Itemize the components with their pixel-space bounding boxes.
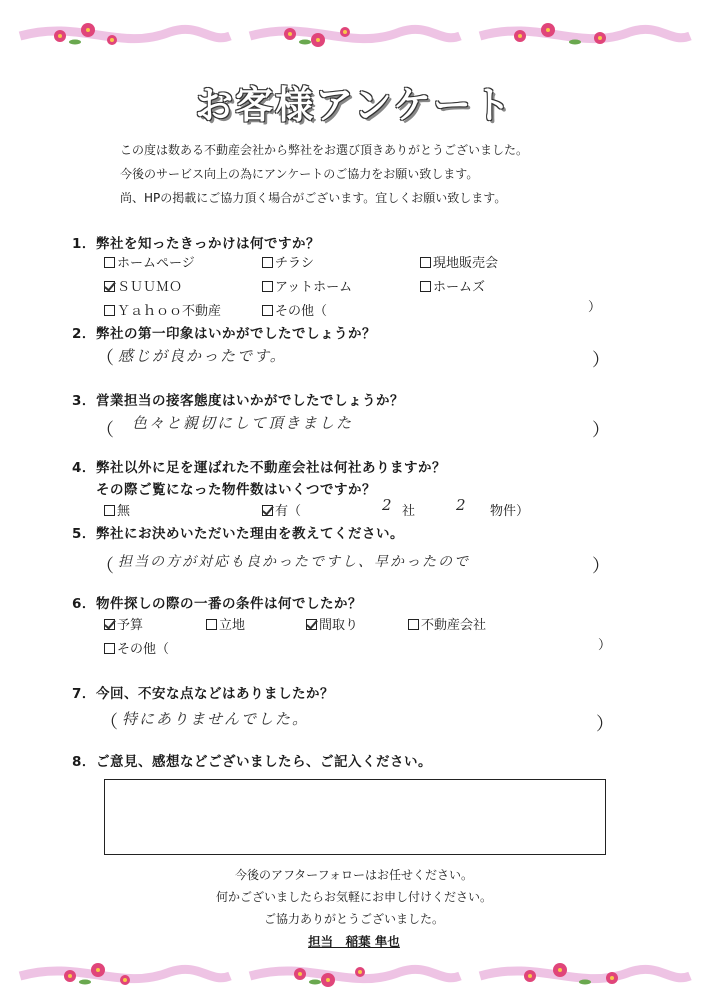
title-area — [0, 74, 708, 129]
comment-textarea[interactable] — [104, 779, 606, 855]
open-paren: （ — [96, 348, 114, 369]
footer-line-1: 今後のアフターフォローはお任せください。 — [235, 868, 473, 882]
footer-line-3: ご協力ありがとうございました。 — [263, 912, 444, 926]
checkbox-icon[interactable] — [408, 619, 419, 630]
q6-option-agency[interactable]: 不動産会社 — [408, 614, 486, 633]
page-title: お客様アンケート — [195, 83, 513, 127]
question-4: 4．弊社以外に足を運ばれた不動産会社は何社ありますか？ — [72, 460, 446, 476]
intro-line: 尚、HPの掲載にご協力頂く場合がございます。宜しくお願い致します。 — [120, 191, 507, 205]
q6-option-other[interactable]: その他（ — [104, 638, 169, 657]
question-6: 6．物件探しの際の一番の条件は何でしたか？ — [72, 596, 362, 612]
checkbox-icon[interactable] — [420, 281, 431, 292]
question-2: 2．弊社の第一印象はいかがでしたでしょうか？ — [72, 326, 376, 342]
q1-option-other[interactable]: その他（ — [262, 300, 327, 319]
checkbox-icon[interactable] — [262, 305, 273, 316]
checked-checkbox-icon[interactable] — [306, 619, 317, 630]
q4-property-unit: 物件） — [490, 504, 530, 519]
flower-ribbon-icon — [20, 29, 690, 38]
question-6-text: 物件探しの際の一番の条件は何でしたか？ — [96, 596, 362, 612]
q7-handwritten-answer[interactable]: 特にありませんでした。 — [122, 710, 310, 728]
staff-line — [0, 932, 708, 950]
open-paren: （ — [100, 712, 118, 733]
q6-other-close-paren: ） — [598, 638, 612, 653]
intro-line: 今後のサービス向上の為にアンケートのご協力をお願い致します。 — [120, 167, 479, 181]
question-7-text: 今回、不安な点などはありましたか？ — [96, 686, 334, 702]
checkbox-icon[interactable] — [420, 257, 431, 268]
question-5-text: 弊社にお決めいただいた理由を教えてください。 — [96, 526, 404, 542]
question-3-text: 営業担当の接客態度はいかがでしたでしょうか？ — [96, 393, 404, 409]
question-4-subtext: その際ご覧になった物件数はいくつですか？ — [96, 482, 376, 498]
q6-option-location[interactable]: 立地 — [206, 614, 245, 633]
checkbox-icon[interactable] — [104, 305, 115, 316]
question-8: 8．ご意見、感想などございましたら、ご記入ください。 — [72, 754, 432, 770]
flower-ribbon-icon — [20, 969, 690, 978]
question-1: 1．弊社を知ったきっかけは何ですか？ — [72, 236, 320, 252]
footer-line-2: 何かございましたらお気軽にお申し付けください。 — [215, 890, 492, 904]
q1-other-close-paren: ） — [588, 300, 602, 315]
q4-option-yes[interactable]: 有（ — [262, 500, 301, 519]
checked-checkbox-icon[interactable] — [104, 281, 115, 292]
question-1-text: 弊社を知ったきっかけは何ですか？ — [96, 236, 320, 252]
checkbox-icon[interactable] — [104, 643, 115, 654]
checked-checkbox-icon[interactable] — [262, 505, 273, 516]
q1-option-open-house[interactable]: 現地販売会 — [420, 252, 498, 271]
close-paren: ） — [592, 420, 610, 441]
close-paren: ） — [592, 350, 610, 371]
question-8-text: ご意見、感想などございましたら、ご記入ください。 — [96, 754, 432, 770]
q1-option-yahoo[interactable]: Ｙａｈｏｏ不動産 — [104, 300, 221, 319]
close-paren: ） — [596, 714, 614, 735]
q1-option-suumo[interactable]: ＳＵＵＭＯ — [104, 276, 182, 295]
intro-line: この度は数ある不動産会社から弊社をお選び頂きありがとうございました。 — [120, 143, 529, 157]
q3-handwritten-answer[interactable]: 色々と親切にして頂きました — [132, 414, 354, 432]
bottom-flower-border — [0, 954, 708, 994]
question-7: 7．今回、不安な点などはありましたか？ — [72, 686, 334, 702]
q1-option-homepage[interactable]: ホームページ — [104, 252, 195, 271]
q6-option-budget[interactable]: 予算 — [104, 614, 143, 633]
checkbox-icon[interactable] — [262, 257, 273, 268]
checkbox-icon[interactable] — [262, 281, 273, 292]
q2-handwritten-answer[interactable]: 感じが良かったです。 — [118, 347, 287, 365]
checkbox-icon[interactable] — [104, 505, 115, 516]
q4-company-unit: 社 — [402, 504, 416, 519]
q1-option-homes[interactable]: ホームズ — [420, 276, 485, 295]
intro-text — [120, 138, 600, 210]
open-paren: （ — [96, 556, 114, 577]
close-paren: ） — [592, 556, 610, 577]
question-4-text: 弊社以外に足を運ばれた不動産会社は何社ありますか？ — [96, 460, 446, 476]
top-flower-border — [0, 14, 708, 54]
checked-checkbox-icon[interactable] — [104, 619, 115, 630]
checkbox-icon[interactable] — [206, 619, 217, 630]
q4-option-none[interactable]: 無 — [104, 500, 130, 519]
question-3: 3．営業担当の接客態度はいかがでしたでしょうか？ — [72, 393, 404, 409]
open-paren: （ — [96, 420, 114, 441]
q5-handwritten-answer[interactable]: 担当の方が対応も良かったですし、早かったので — [118, 554, 470, 570]
q4-company-count[interactable]: 2 — [382, 496, 394, 514]
staff-name: 担当 稲葉 隼也 — [308, 934, 400, 949]
q6-option-layout[interactable]: 間取り — [306, 614, 358, 633]
checkbox-icon[interactable] — [104, 257, 115, 268]
q1-option-flyer[interactable]: チラシ — [262, 252, 314, 271]
q1-option-athome[interactable]: アットホーム — [262, 276, 352, 295]
question-5: 5．弊社にお決めいただいた理由を教えてください。 — [72, 526, 404, 542]
q4-property-count[interactable]: 2 — [456, 496, 468, 514]
question-2-text: 弊社の第一印象はいかがでしたでしょうか？ — [96, 326, 376, 342]
